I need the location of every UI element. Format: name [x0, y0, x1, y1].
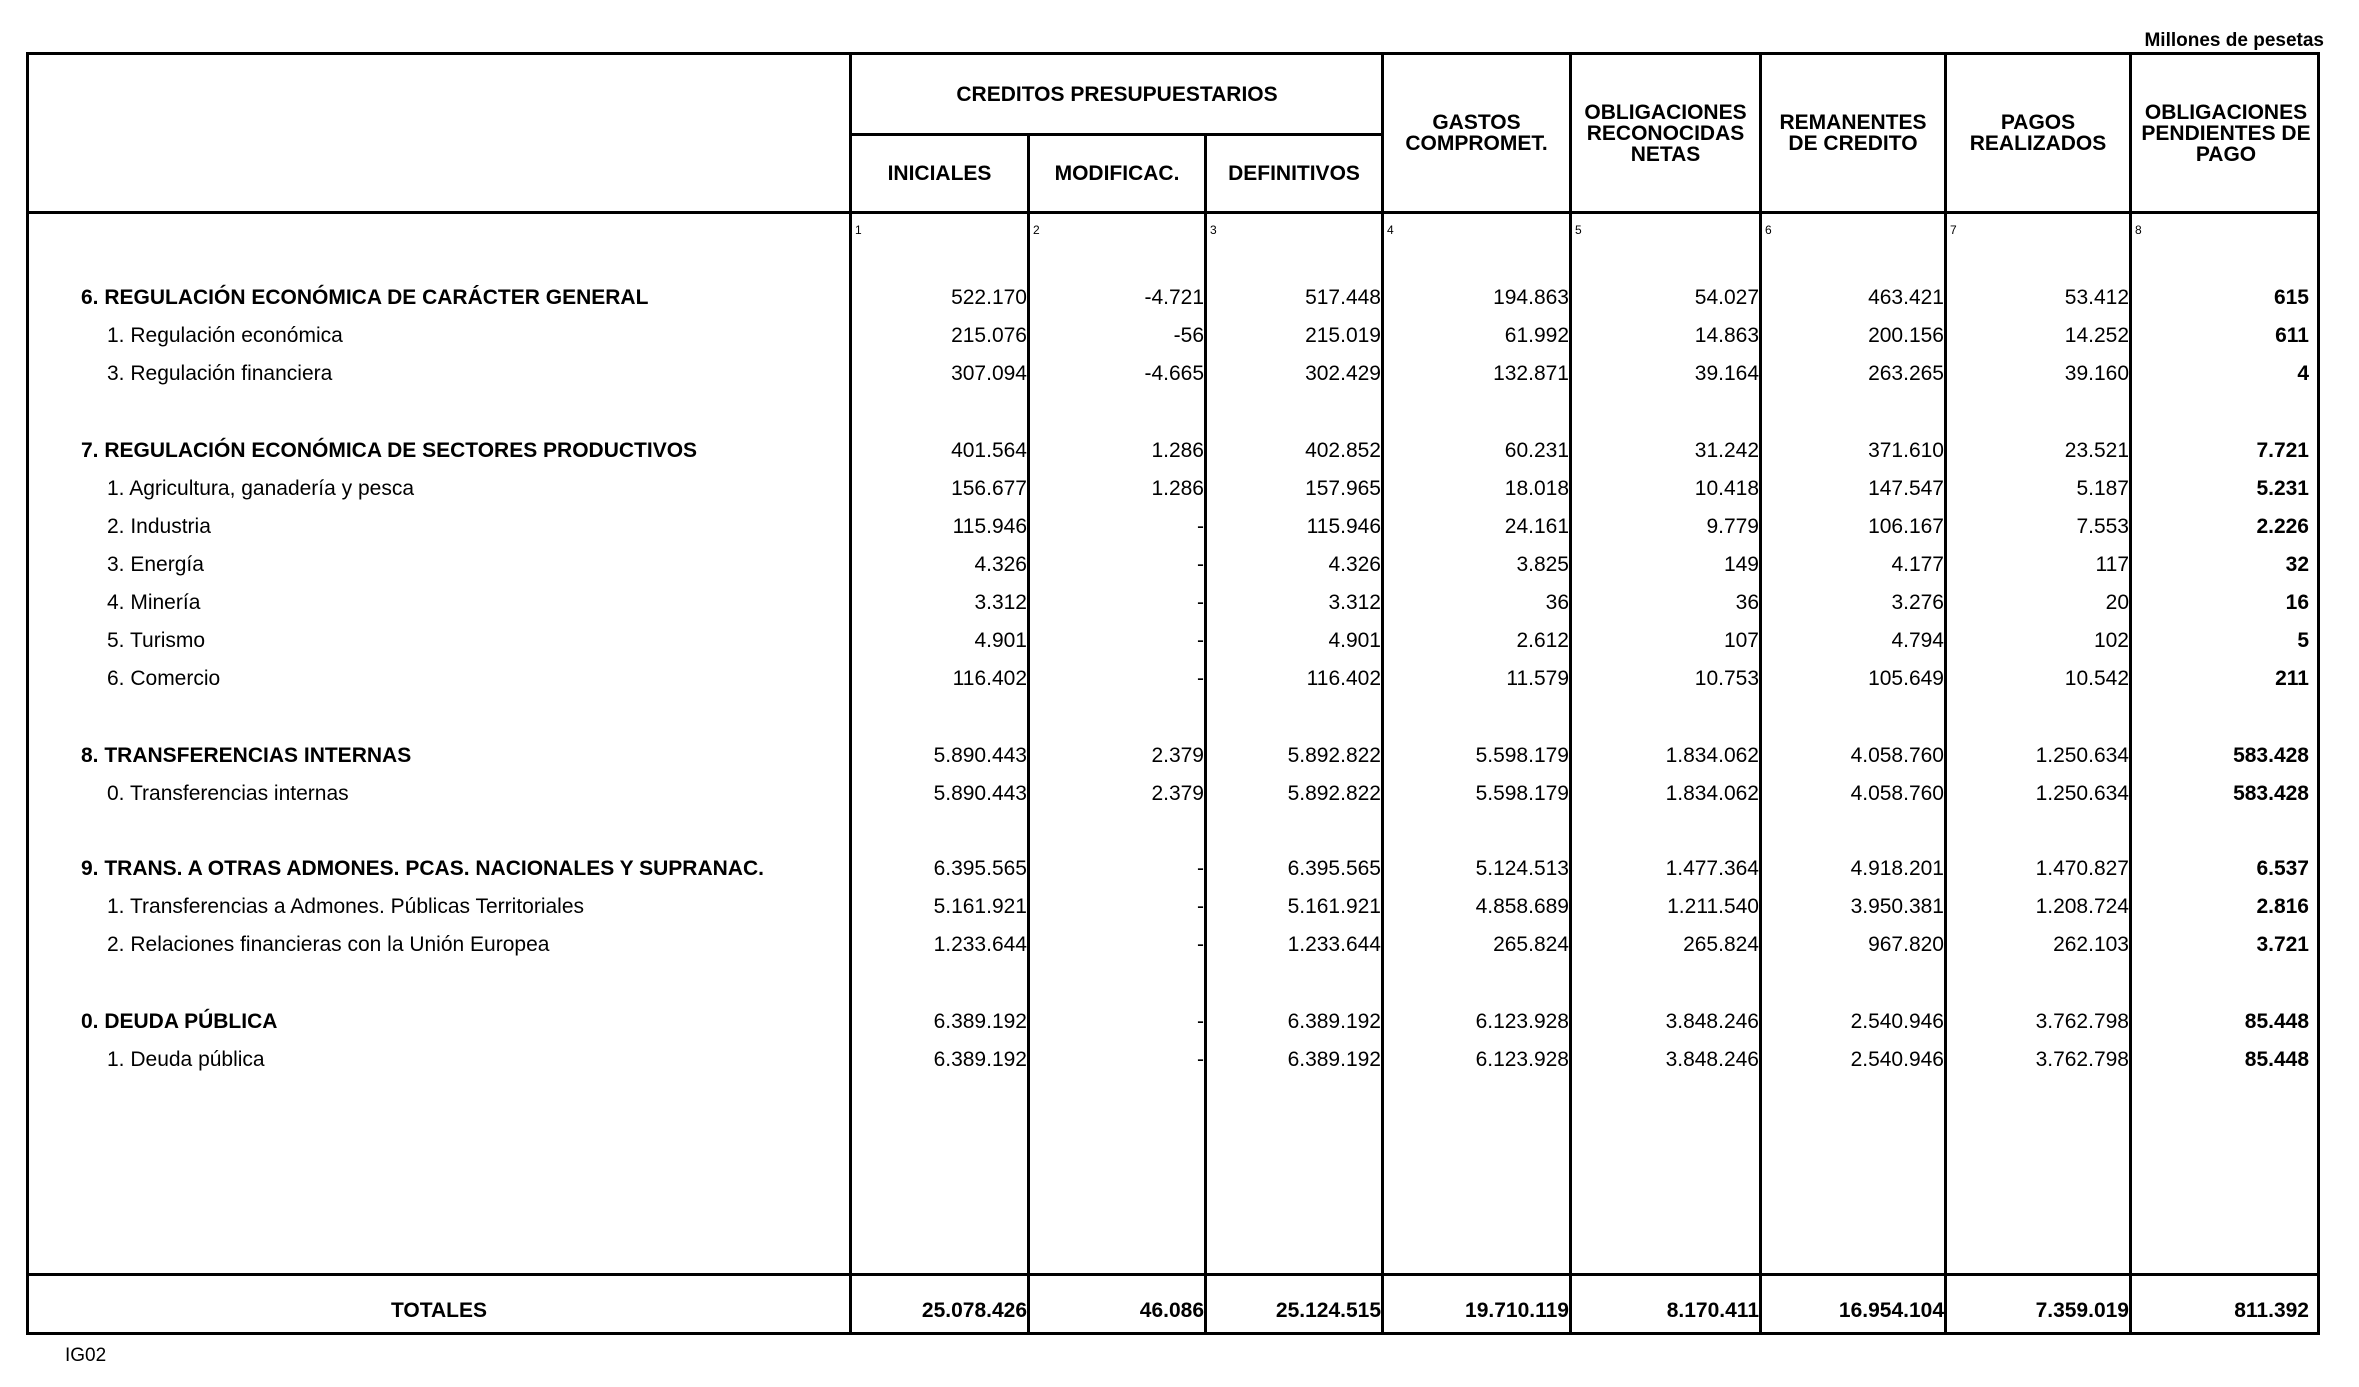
table-row	[29, 1004, 2317, 1042]
cell-modificac: -	[1197, 857, 1204, 880]
cell-pagos: 1.470.827	[2035, 857, 2129, 880]
cell-obligaciones: 10.418	[1694, 477, 1759, 500]
cell-obligaciones: 1.211.540	[1667, 895, 1759, 918]
cell-modificac: -	[1197, 667, 1204, 690]
cell-definitivos: 6.389.192	[1287, 1010, 1381, 1033]
table-row	[29, 889, 2317, 927]
table-row	[29, 1042, 2317, 1080]
cell-iniciales: 1.233.644	[933, 933, 1027, 956]
cell-modificac: 1.286	[1151, 477, 1204, 500]
cell-obligaciones: 39.164	[1694, 362, 1759, 385]
cell-pendientes: 3.721	[2256, 933, 2309, 956]
cell-pendientes: 85.448	[2244, 1048, 2309, 1071]
cell-pagos: 3.762.798	[2035, 1048, 2129, 1071]
cell-modificac: -	[1197, 895, 1204, 918]
cell-iniciales: 116.402	[952, 667, 1027, 690]
cell-remanentes: 2.540.946	[1850, 1048, 1944, 1071]
cell-gastos: 18.018	[1504, 477, 1569, 500]
section-label: 8. TRANSFERENCIAS INTERNAS	[81, 744, 412, 767]
header-pagos: PAGOS REALIZADOS	[1969, 111, 2107, 155]
table-row	[29, 433, 2317, 471]
cell-remanentes: 200.156	[1868, 324, 1944, 347]
cell-pagos: 53.412	[2064, 286, 2129, 309]
cell-pagos: 23.521	[2064, 439, 2129, 462]
total-pendientes: 811.392	[2234, 1299, 2309, 1322]
table-row	[29, 776, 2317, 814]
table-row	[29, 471, 2317, 509]
cell-modificac: -	[1197, 629, 1204, 652]
cell-iniciales: 115.946	[952, 515, 1027, 538]
cell-pagos: 102	[2093, 629, 2129, 652]
cell-definitivos: 115.946	[1306, 515, 1381, 538]
cell-gastos: 5.124.513	[1475, 857, 1569, 880]
cell-pendientes: 2.226	[2256, 515, 2309, 538]
cell-gastos: 6.123.928	[1475, 1048, 1569, 1071]
cell-definitivos: 157.965	[1305, 477, 1381, 500]
cell-remanentes: 3.276	[1891, 591, 1944, 614]
cell-obligaciones: 3.848.246	[1665, 1010, 1759, 1033]
cell-pendientes: 7.721	[2256, 439, 2309, 462]
cell-definitivos: 4.901	[1328, 629, 1381, 652]
cell-iniciales: 6.389.192	[933, 1048, 1027, 1071]
table-row	[29, 318, 2317, 356]
cell-pendientes: 85.448	[2244, 1010, 2309, 1033]
cell-obligaciones: 1.834.062	[1665, 744, 1759, 767]
cell-iniciales: 6.389.192	[933, 1010, 1027, 1033]
total-modificac: 46.086	[1139, 1299, 1204, 1322]
cell-modificac: -4.665	[1144, 362, 1204, 385]
total-gastos: 19.710.119	[1465, 1299, 1569, 1322]
cell-remanentes: 2.540.946	[1850, 1010, 1944, 1033]
cell-definitivos: 1.233.644	[1287, 933, 1381, 956]
column-number: 2	[1033, 223, 1040, 237]
cell-gastos: 2.612	[1516, 629, 1569, 652]
cell-remanentes: 4.177	[1891, 553, 1944, 576]
cell-definitivos: 302.429	[1305, 362, 1381, 385]
cell-iniciales: 5.890.443	[933, 782, 1027, 805]
cell-modificac: -	[1197, 591, 1204, 614]
column-number: 5	[1575, 223, 1582, 237]
table-row	[29, 738, 2317, 776]
cell-remanentes: 106.167	[1868, 515, 1944, 538]
column-number: 4	[1387, 223, 1394, 237]
table-row	[29, 585, 2317, 623]
header-gastos: GASTOS COMPROMET.	[1405, 111, 1548, 155]
cell-iniciales: 6.395.565	[933, 857, 1027, 880]
totals-label: TOTALES	[390, 1299, 488, 1322]
cell-iniciales: 5.890.443	[933, 744, 1027, 767]
cell-remanentes: 4.058.760	[1850, 744, 1944, 767]
cell-obligaciones: 14.863	[1694, 324, 1759, 347]
cell-iniciales: 3.312	[974, 591, 1027, 614]
cell-gastos: 265.824	[1493, 933, 1569, 956]
cell-definitivos: 402.852	[1305, 439, 1381, 462]
column-number: 6	[1765, 223, 1772, 237]
column-number: 1	[855, 223, 862, 237]
header-definitivos: DEFINITIVOS	[1228, 162, 1360, 185]
cell-iniciales: 4.901	[974, 629, 1027, 652]
item-label: 3. Energía	[107, 553, 204, 576]
cell-pagos: 5.187	[2076, 477, 2129, 500]
header-modificac: MODIFICAC.	[1054, 162, 1180, 185]
cell-definitivos: 5.892.822	[1287, 744, 1381, 767]
table-row	[29, 927, 2317, 965]
cell-iniciales: 215.076	[951, 324, 1027, 347]
cell-gastos: 194.863	[1493, 286, 1569, 309]
totals-row	[29, 1293, 2317, 1331]
cell-modificac: -4.721	[1144, 286, 1204, 309]
table-row	[29, 356, 2317, 394]
cell-definitivos: 5.161.921	[1287, 895, 1381, 918]
column-number: 7	[1950, 223, 1957, 237]
cell-pagos: 14.252	[2064, 324, 2129, 347]
total-definitivos: 25.124.515	[1275, 1299, 1381, 1322]
cell-gastos: 61.992	[1504, 324, 1569, 347]
units-label: Millones de pesetas	[2144, 30, 2324, 51]
cell-pendientes: 16	[2285, 591, 2309, 614]
section-label: 0. DEUDA PÚBLICA	[81, 1010, 278, 1033]
cell-obligaciones: 10.753	[1694, 667, 1759, 690]
cell-gastos: 6.123.928	[1475, 1010, 1569, 1033]
item-label: 4. Minería	[107, 591, 201, 614]
cell-obligaciones: 107	[1723, 629, 1759, 652]
cell-obligaciones: 265.824	[1683, 933, 1759, 956]
cell-gastos: 132.871	[1493, 362, 1569, 385]
cell-gastos: 36	[1545, 591, 1569, 614]
cell-obligaciones: 1.477.364	[1665, 857, 1759, 880]
total-remanentes: 16.954.104	[1838, 1299, 1944, 1322]
cell-pagos: 262.103	[2053, 933, 2129, 956]
cell-pagos: 20	[2105, 591, 2129, 614]
cell-iniciales: 401.564	[951, 439, 1027, 462]
cell-pendientes: 5	[2297, 629, 2309, 652]
cell-gastos: 60.231	[1504, 439, 1569, 462]
header-obligaciones: OBLIGACIONES RECONOCIDAS NETAS	[1584, 100, 1747, 166]
cell-pagos: 39.160	[2064, 362, 2129, 385]
cell-modificac: 1.286	[1151, 439, 1204, 462]
section-label: 9. TRANS. A OTRAS ADMONES. PCAS. NACIONALES Y SUPRANAC.	[81, 857, 764, 880]
header-iniciales: INICIALES	[887, 162, 992, 185]
item-label: 2. Relaciones financieras con la Unión Europea	[107, 933, 550, 956]
item-label: 2. Industria	[107, 515, 211, 538]
footer-code: IG02	[65, 1345, 107, 1366]
total-pagos: 7.359.019	[2035, 1299, 2129, 1322]
section-label: 6. REGULACIÓN ECONÓMICA DE CARÁCTER GENERAL	[81, 286, 649, 309]
cell-pendientes: 611	[2275, 324, 2309, 347]
cell-definitivos: 517.448	[1305, 286, 1381, 309]
cell-gastos: 3.825	[1516, 553, 1569, 576]
cell-modificac: -	[1197, 1010, 1204, 1033]
cell-gastos: 5.598.179	[1475, 744, 1569, 767]
cell-pagos: 1.250.634	[2035, 744, 2129, 767]
cell-pendientes: 32	[2285, 553, 2309, 576]
cell-pendientes: 211	[2275, 667, 2309, 690]
cell-modificac: -56	[1173, 324, 1204, 347]
item-label: 6. Comercio	[107, 667, 221, 690]
cell-gastos: 4.858.689	[1475, 895, 1569, 918]
cell-obligaciones: 54.027	[1694, 286, 1759, 309]
cell-gastos: 5.598.179	[1475, 782, 1569, 805]
item-label: 1. Deuda pública	[107, 1048, 265, 1071]
column-number: 3	[1210, 223, 1217, 237]
cell-definitivos: 5.892.822	[1287, 782, 1381, 805]
item-label: 1. Regulación económica	[107, 324, 343, 347]
cell-definitivos: 215.019	[1305, 324, 1381, 347]
total-obligaciones: 8.170.411	[1666, 1299, 1759, 1322]
header-bottom-line	[29, 211, 2317, 214]
cell-obligaciones: 36	[1735, 591, 1759, 614]
cell-obligaciones: 9.779	[1706, 515, 1759, 538]
totals-top-line	[29, 1273, 2317, 1276]
cell-obligaciones: 31.242	[1694, 439, 1759, 462]
cell-iniciales: 4.326	[974, 553, 1027, 576]
cell-pendientes: 6.537	[2256, 857, 2309, 880]
cell-obligaciones: 3.848.246	[1665, 1048, 1759, 1071]
cell-gastos: 11.579	[1506, 667, 1569, 690]
budget-table	[26, 52, 2320, 1335]
cell-modificac: -	[1197, 553, 1204, 576]
cell-definitivos: 4.326	[1328, 553, 1381, 576]
cell-pendientes: 615	[2273, 286, 2309, 309]
item-label: 3. Regulación financiera	[107, 362, 333, 385]
cell-remanentes: 263.265	[1868, 362, 1944, 385]
item-label: 1. Agricultura, ganadería y pesca	[107, 477, 415, 500]
cell-pagos: 1.250.634	[2035, 782, 2129, 805]
cell-remanentes: 371.610	[1868, 439, 1944, 462]
cell-remanentes: 4.794	[1891, 629, 1944, 652]
cell-remanentes: 3.950.381	[1850, 895, 1944, 918]
cell-gastos: 24.161	[1504, 515, 1569, 538]
cell-pendientes: 583.428	[2233, 744, 2309, 767]
cell-definitivos: 6.395.565	[1287, 857, 1381, 880]
cell-obligaciones: 149	[1723, 553, 1759, 576]
cell-remanentes: 4.058.760	[1850, 782, 1944, 805]
cell-pagos: 7.553	[2076, 515, 2129, 538]
cell-remanentes: 147.547	[1868, 477, 1944, 500]
cell-modificac: -	[1197, 515, 1204, 538]
cell-obligaciones: 1.834.062	[1665, 782, 1759, 805]
cell-pagos: 10.542	[2064, 667, 2129, 690]
cell-definitivos: 116.402	[1306, 667, 1381, 690]
total-iniciales: 25.078.426	[921, 1299, 1027, 1322]
cell-pagos: 1.208.724	[2035, 895, 2129, 918]
cell-pendientes: 4	[2297, 362, 2309, 385]
cell-iniciales: 156.677	[951, 477, 1027, 500]
cell-iniciales: 307.094	[951, 362, 1027, 385]
cell-remanentes: 967.820	[1868, 933, 1944, 956]
cell-iniciales: 522.170	[951, 286, 1027, 309]
cell-iniciales: 5.161.921	[933, 895, 1027, 918]
cell-remanentes: 4.918.201	[1850, 857, 1944, 880]
cell-remanentes: 105.649	[1868, 667, 1944, 690]
table-row	[29, 509, 2317, 547]
table-row	[29, 851, 2317, 889]
table-row	[29, 623, 2317, 661]
cell-modificac: 2.379	[1151, 782, 1204, 805]
cell-remanentes: 463.421	[1868, 286, 1944, 309]
cell-definitivos: 3.312	[1328, 591, 1381, 614]
item-label: 0. Transferencias internas	[107, 782, 349, 805]
item-label: 1. Transferencias a Admones. Públicas Territoriales	[107, 895, 585, 918]
header-creditos: CREDITOS PRESUPUESTARIOS	[956, 82, 1278, 106]
cell-pendientes: 5.231	[2256, 477, 2309, 500]
cell-modificac: -	[1197, 1048, 1204, 1071]
table-row	[29, 547, 2317, 585]
column-number: 8	[2135, 223, 2142, 237]
cell-modificac: -	[1197, 933, 1204, 956]
cell-pendientes: 583.428	[2233, 782, 2309, 805]
item-label: 5. Turismo	[107, 629, 206, 652]
header-remanentes: REMANENTES DE CREDITO	[1779, 111, 1927, 155]
table-row	[29, 280, 2317, 318]
section-label: 7. REGULACIÓN ECONÓMICA DE SECTORES PRODUCTIVOS	[81, 439, 698, 462]
cell-pagos: 117	[2095, 553, 2129, 576]
cell-definitivos: 6.389.192	[1287, 1048, 1381, 1071]
cell-modificac: 2.379	[1151, 744, 1204, 767]
table-row	[29, 661, 2317, 699]
cell-pagos: 3.762.798	[2035, 1010, 2129, 1033]
header-pendientes: OBLIGACIONES PENDIENTES DE PAGO	[2141, 100, 2311, 166]
cell-pendientes: 2.816	[2256, 895, 2309, 918]
